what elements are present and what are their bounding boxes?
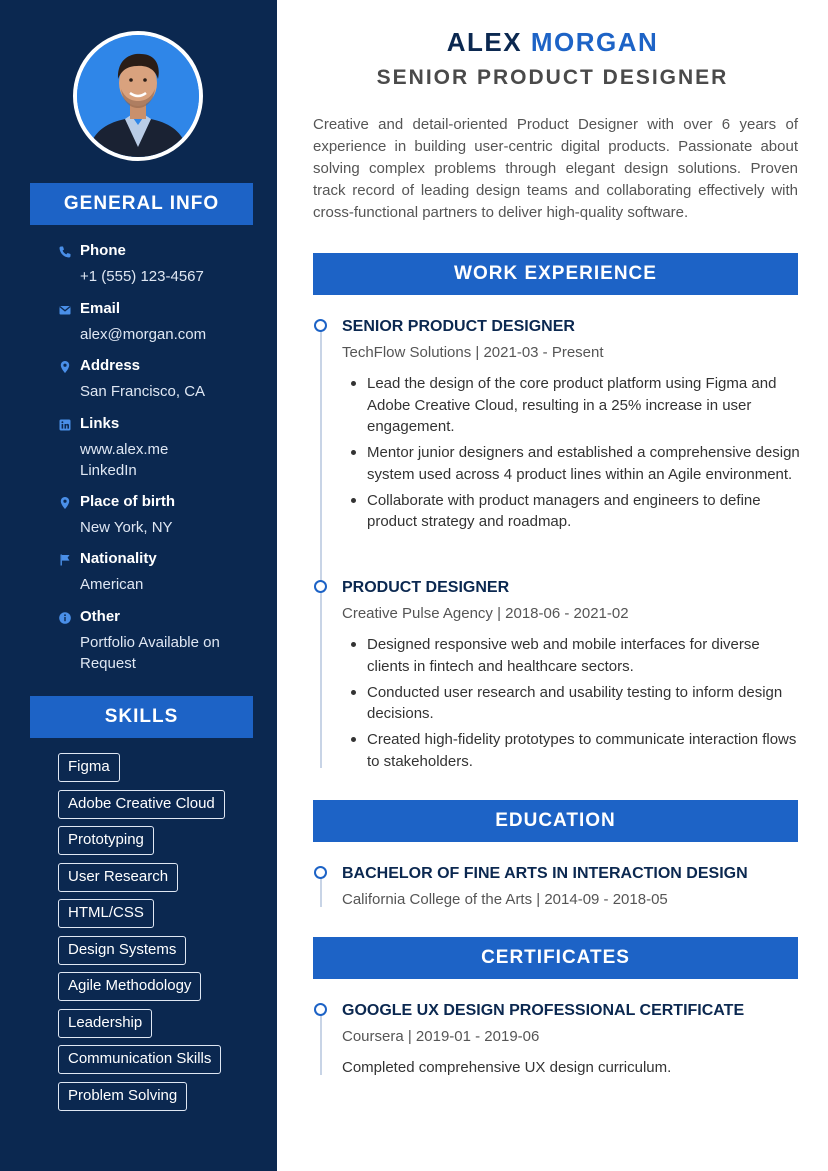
skill-tag: User Research bbox=[58, 863, 178, 892]
timeline-dot bbox=[314, 319, 327, 332]
skill-tag: Agile Methodology bbox=[58, 972, 201, 1001]
info-icon bbox=[58, 611, 72, 625]
certificate-title: GOOGLE UX DESIGN PROFESSIONAL CERTIFICATE bbox=[342, 1002, 745, 1019]
general-info-heading: GENERAL INFO bbox=[30, 183, 253, 225]
linkedin-icon bbox=[58, 418, 72, 432]
info-label: Email bbox=[80, 300, 121, 317]
list-item: Collaborate with product managers and engineers to define product strategy and roadmap. bbox=[342, 490, 802, 533]
info-label: Address bbox=[80, 357, 141, 374]
skill-tag: Leadership bbox=[58, 1009, 152, 1038]
address-value: San Francisco, CA bbox=[80, 383, 206, 400]
skills-heading: SKILLS bbox=[30, 696, 253, 738]
first-name: ALEX bbox=[446, 27, 523, 57]
education-school: California College of the Arts | 2014-09 - 2018-05 bbox=[342, 891, 668, 908]
place-of-birth-value: New York, NY bbox=[80, 519, 173, 536]
job-company-1: TechFlow Solutions | 2021-03 - Present bbox=[342, 344, 604, 361]
list-item: Created high-fidelity prototypes to communicate interaction flows to stakeholders. bbox=[342, 729, 802, 772]
other-value: Portfolio Available on Request bbox=[80, 634, 220, 672]
skill-tag: Figma bbox=[58, 753, 120, 782]
info-label: Nationality bbox=[80, 550, 157, 567]
timeline-dot bbox=[314, 1003, 327, 1016]
education-degree: BACHELOR OF FINE ARTS IN INTERACTION DESIGN bbox=[342, 865, 748, 882]
linkedin-link[interactable]: LinkedIn bbox=[80, 462, 137, 479]
phone-value[interactable]: +1 (555) 123-4567 bbox=[80, 268, 204, 285]
sidebar bbox=[0, 0, 277, 1171]
certificates-heading: CERTIFICATES bbox=[313, 937, 798, 979]
skill-tag: HTML/CSS bbox=[58, 899, 154, 928]
job-bullets-2 bbox=[342, 634, 802, 777]
timeline-line bbox=[320, 877, 322, 907]
info-label: Links bbox=[80, 415, 120, 432]
certificate-description: Completed comprehensive UX design curriculum. bbox=[342, 1059, 672, 1076]
info-label: Phone bbox=[80, 242, 126, 259]
timeline-line bbox=[320, 331, 322, 768]
summary: Creative and detail-oriented Product Designer with over 6 years of experience in building user-centric digital products. Passionate about solving complex problems through elegant design solutions. Proven track record of leading design teams and collaborating effectively with cross-functional partners to deliver high-quality software. bbox=[313, 116, 798, 221]
location-pin-icon bbox=[58, 360, 72, 374]
timeline-dot bbox=[314, 866, 327, 879]
last-name: MORGAN bbox=[530, 27, 659, 57]
flag-icon bbox=[58, 553, 72, 567]
job-title-2: PRODUCT DESIGNER bbox=[342, 579, 510, 596]
skill-tag: Adobe Creative Cloud bbox=[58, 790, 225, 819]
list-item: Lead the design of the core product platform using Figma and Adobe Creative Cloud, resulting in a 25% increase in user engagement. bbox=[342, 373, 802, 438]
timeline-dot bbox=[314, 580, 327, 593]
avatar bbox=[77, 35, 199, 157]
envelope-icon bbox=[58, 303, 72, 317]
list-item: Mentor junior designers and established a comprehensive design system used across 4 product lines within an Agile environment. bbox=[342, 442, 802, 485]
main-content bbox=[277, 0, 828, 1171]
job-title-1: SENIOR PRODUCT DESIGNER bbox=[342, 318, 575, 335]
website-link[interactable]: www.alex.me bbox=[80, 441, 169, 458]
info-label: Place of birth bbox=[80, 493, 176, 510]
skill-tag: Design Systems bbox=[58, 936, 186, 965]
nationality-value: American bbox=[80, 576, 144, 593]
phone-icon bbox=[58, 245, 72, 259]
list-item: Conducted user research and usability testing to inform design decisions. bbox=[342, 682, 802, 725]
links-value bbox=[80, 439, 260, 481]
education-heading: EDUCATION bbox=[313, 800, 798, 842]
info-label: Other bbox=[80, 608, 121, 625]
location-pin-icon bbox=[58, 496, 72, 510]
job-title: SENIOR PRODUCT DESIGNER bbox=[376, 66, 729, 89]
full-name bbox=[277, 27, 828, 58]
certificate-issuer: Coursera | 2019-01 - 2019-06 bbox=[342, 1028, 540, 1045]
job-bullets-1 bbox=[342, 373, 802, 537]
email-value[interactable]: alex@morgan.com bbox=[80, 326, 207, 343]
list-item: Designed responsive web and mobile interfaces for diverse clients in fintech and healthcare sectors. bbox=[342, 634, 802, 677]
job-company-2: Creative Pulse Agency | 2018-06 - 2021-02 bbox=[342, 605, 629, 622]
skill-tag: Prototyping bbox=[58, 826, 154, 855]
skill-tag: Problem Solving bbox=[58, 1082, 187, 1111]
timeline-line bbox=[320, 1015, 322, 1075]
work-experience-heading: WORK EXPERIENCE bbox=[313, 253, 798, 295]
skill-tag: Communication Skills bbox=[58, 1045, 221, 1074]
profile-photo bbox=[73, 31, 203, 161]
